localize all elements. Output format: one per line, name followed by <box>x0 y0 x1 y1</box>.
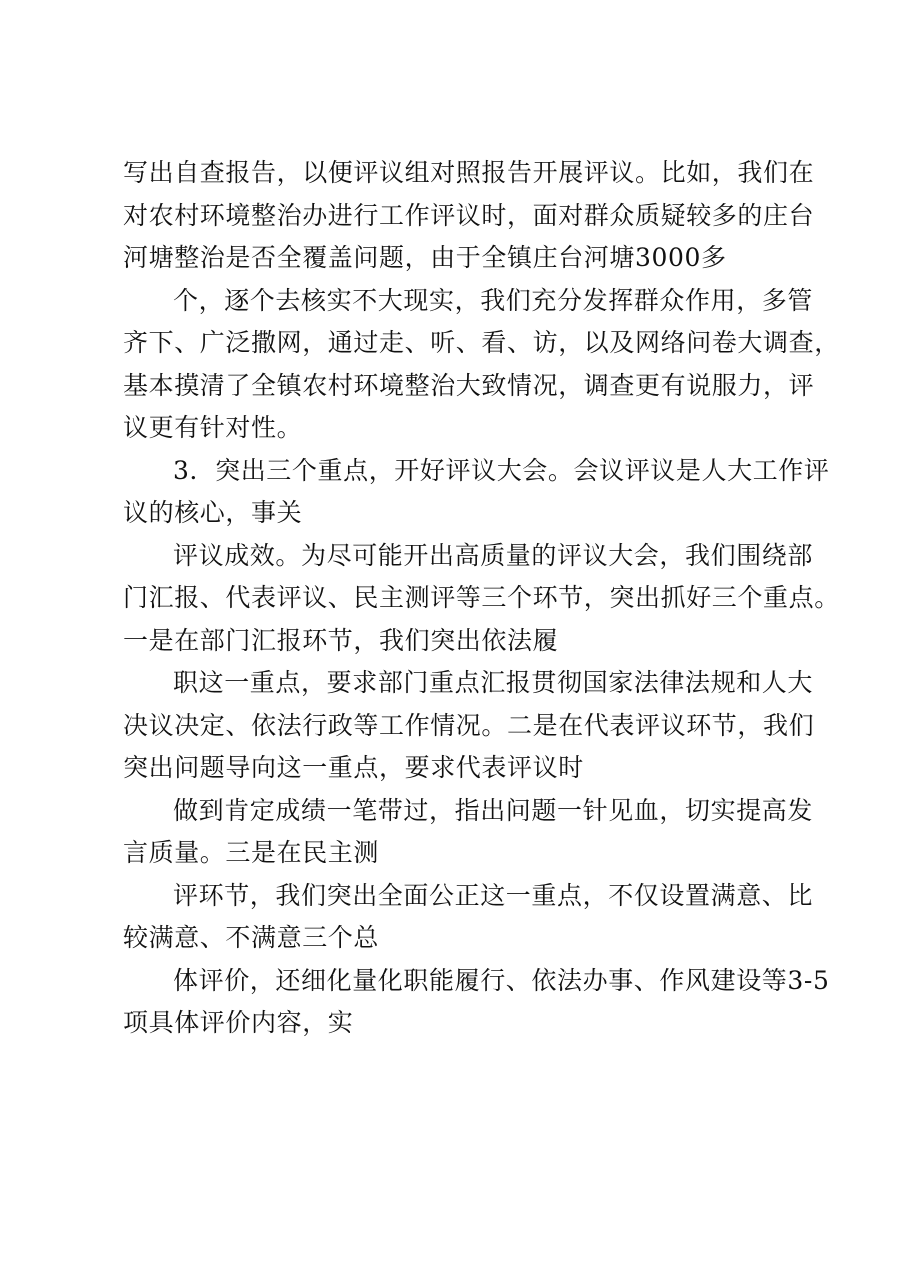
text-line: 体评价，还细化量化职能履行、依法办事、作风建设等3-5 <box>173 965 830 995</box>
text-line: 一是在部门汇报环节，我们突出依法履 <box>123 625 559 655</box>
text-line: 突出问题导向这一重点，要求代表评议时 <box>123 753 584 782</box>
text-line: 较满意、不满意三个总 <box>123 923 380 952</box>
text-line: 议的核心，事关 <box>123 498 303 527</box>
text-line: 个，逐个去核实不大现实，我们充分发挥群众作用，多管 <box>173 285 814 315</box>
text-line: 做到肯定成绩一笔带过，指出问题一针见血，切实提高发 <box>173 795 814 825</box>
text-line: 河塘整治是否全覆盖问题，由于全镇庄台河塘3000多 <box>123 243 727 272</box>
text-line: 项具体评价内容，实 <box>123 1008 354 1037</box>
text-line: 门汇报、代表评议、民主测评等三个环节，突出抓好三个重点。 <box>123 583 840 612</box>
text-line: 评议成效。为尽可能开出高质量的评议大会，我们围绕部 <box>173 540 814 570</box>
text-line: 言质量。三是在民主测 <box>123 838 380 867</box>
text-line: 基本摸清了全镇农村环境整治大致情况，调查更有说服力，评 <box>123 370 815 400</box>
text-line: 议更有针对性。 <box>123 413 303 442</box>
text-line: 对农村环境整治办进行工作评议时，面对群众质疑较多的庄台 <box>123 200 815 230</box>
text-line: 职这一重点，要求部门重点汇报贯彻国家法律法规和人大 <box>173 668 814 697</box>
body-text <box>123 152 840 1045</box>
text-line: 写出自查报告，以便评议组对照报告开展评议。比如，我们在 <box>123 158 815 187</box>
text-line: 决议决定、依法行政等工作情况。二是在代表评议环节，我们 <box>123 710 815 740</box>
text-line: 齐下、广泛撒网，通过走、听、看、访，以及网络问卷大调查， <box>123 328 840 357</box>
text-line: 评环节，我们突出全面公正这一重点，不仅设置满意、比 <box>173 880 814 910</box>
text-line: 3．突出三个重点，开好评议大会。会议评议是人大工作评 <box>173 455 830 485</box>
